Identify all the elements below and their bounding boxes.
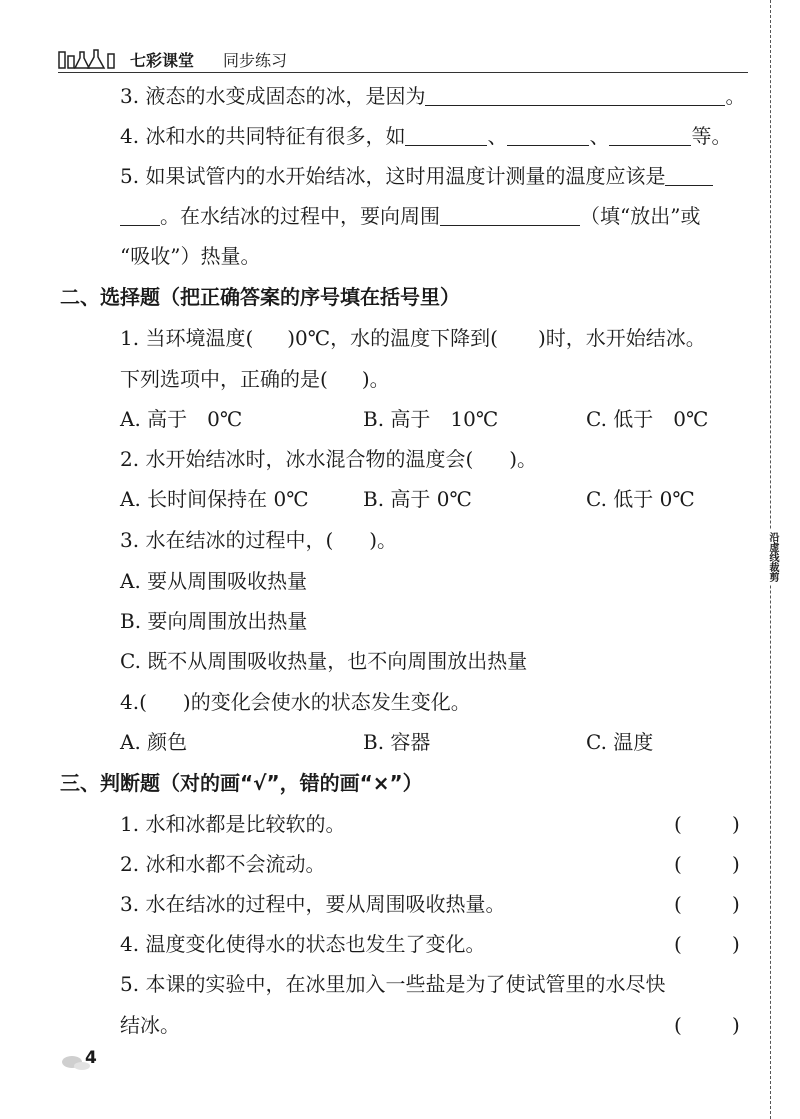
option-b[interactable]: B. 高于 0℃ [363, 487, 472, 511]
question-text: )时，水开始结冰。 [537, 326, 706, 350]
answer-paren-close[interactable]: ) [732, 812, 740, 836]
answer-paren-open[interactable]: ( [674, 852, 682, 876]
answer-blank[interactable] [425, 85, 725, 106]
option-b[interactable]: B. 高于 10℃ [363, 407, 499, 431]
option-b[interactable]: B. 要向周围放出热量 [120, 609, 308, 633]
flask-icon [58, 48, 122, 70]
option-c[interactable]: C. 既不从周围吸收热量，也不向周围放出热量 [120, 649, 528, 673]
answer-paren-open[interactable]: ( [674, 892, 682, 916]
answer-paren-close[interactable]: ) [732, 852, 740, 876]
judge-item-1: 1. 水和冰都是比较软的。 [120, 812, 346, 836]
brand-name: 七彩课堂 [130, 51, 195, 70]
fill-question-5-line1 [120, 163, 713, 189]
fill-question-4 [120, 123, 731, 149]
question-text: )。 [509, 447, 538, 471]
header-subtitle: 同步练习 [223, 51, 288, 70]
question-text: 3. 水在结冰的过程中，( [120, 528, 334, 552]
judge-item-5: 5. 本课的实验中，在冰里加入一些盐是为了使试管里的水尽快 [120, 972, 666, 996]
choice-question-1-line2 [120, 366, 390, 392]
answer-blank[interactable] [507, 125, 589, 146]
fill-question-5-line2 [120, 203, 700, 229]
separator: 、 [487, 124, 508, 148]
fill-question-5-line3: “吸收”）热量。 [120, 244, 261, 268]
question-text: 。 [725, 84, 746, 108]
option-c[interactable]: C. 温度 [586, 730, 654, 754]
option-a[interactable]: A. 长时间保持在 0℃ [120, 487, 309, 511]
judge-item-4: 4. 温度变化使得水的状态也发生了变化。 [120, 932, 486, 956]
question-text: )的变化会使水的状态发生变化。 [182, 690, 471, 714]
question-text: 4.( [120, 690, 147, 714]
answer-blank[interactable] [120, 205, 160, 226]
cut-label: 沿虚线裁剪 [760, 530, 780, 584]
separator: 、 [589, 124, 610, 148]
option-a[interactable]: A. 颜色 [120, 730, 188, 754]
option-b[interactable]: B. 容器 [363, 730, 431, 754]
choice-question-3 [120, 527, 397, 553]
answer-paren-open[interactable]: ( [674, 812, 682, 836]
section-3-heading: 三、判断题（对的画“√”，错的画“×”） [60, 771, 423, 795]
answer-paren-open[interactable]: ( [674, 932, 682, 956]
choice-question-4 [120, 689, 471, 715]
judge-item-5-line2: 结冰。 [120, 1013, 180, 1037]
judge-item-3: 3. 水在结冰的过程中，要从周围吸收热量。 [120, 892, 506, 916]
question-text: )。 [361, 367, 390, 391]
question-text: （填“放出”或 [580, 204, 701, 228]
answer-blank[interactable] [665, 165, 713, 186]
fill-question-3 [120, 83, 745, 109]
question-text: 下列选项中，正确的是( [120, 367, 328, 391]
header-divider [58, 72, 748, 73]
choice-question-2 [120, 446, 537, 472]
judge-item-2: 2. 冰和水都不会流动。 [120, 852, 326, 876]
answer-paren-close[interactable]: ) [732, 932, 740, 956]
choice-question-1 [120, 325, 706, 351]
question-text: 3. 液态的水变成固态的冰，是因为 [120, 84, 426, 108]
option-c[interactable]: C. 低于 0℃ [586, 407, 709, 431]
answer-paren-close[interactable]: ) [732, 1013, 740, 1037]
answer-blank[interactable] [405, 125, 487, 146]
question-text: )0℃，水的温度下降到( [287, 326, 498, 350]
question-text: 。在水结冰的过程中，要向周围 [160, 204, 440, 228]
question-text: 5. 如果试管内的水开始结冰，这时用温度计测量的温度应该是 [120, 164, 666, 188]
answer-blank[interactable] [440, 205, 580, 226]
page-number: 4 [85, 1048, 97, 1068]
section-2-heading: 二、选择题（把正确答案的序号填在括号里） [60, 285, 460, 309]
question-text: )。 [369, 528, 398, 552]
answer-paren-close[interactable]: ) [732, 892, 740, 916]
option-c[interactable]: C. 低于 0℃ [586, 487, 695, 511]
question-text: 等。 [691, 124, 732, 148]
option-a[interactable]: A. 高于 0℃ [120, 407, 243, 431]
question-text: 1. 当环境温度( [120, 326, 254, 350]
question-text: 4. 冰和水的共同特征有很多，如 [120, 124, 406, 148]
answer-blank[interactable] [609, 125, 691, 146]
answer-paren-open[interactable]: ( [674, 1013, 682, 1037]
page-header [58, 44, 758, 74]
option-a[interactable]: A. 要从周围吸收热量 [120, 569, 308, 593]
question-text: 2. 水开始结冰时，冰水混合物的温度会( [120, 447, 474, 471]
